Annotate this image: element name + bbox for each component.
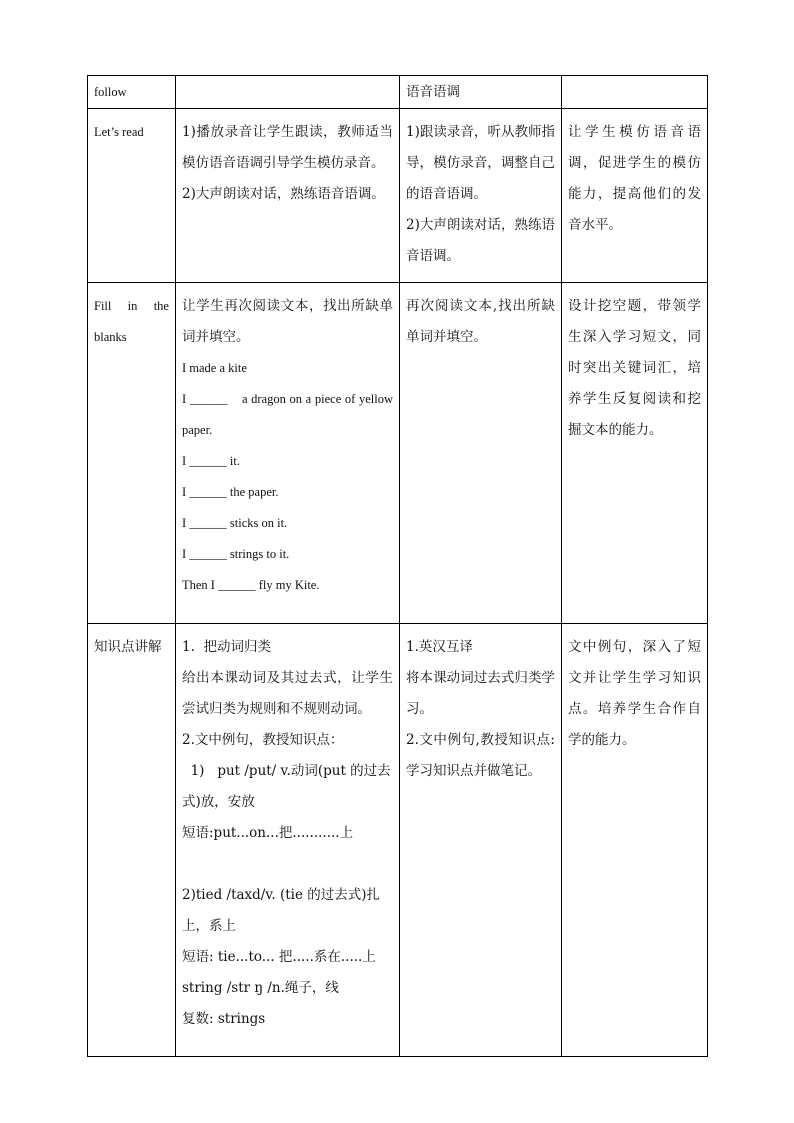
exercise-line: I ______ the paper.: [182, 485, 279, 499]
exercise-line: I made a kite: [182, 361, 247, 375]
student-cell: [400, 624, 562, 1057]
stage-label: Let’s read: [94, 125, 144, 139]
table-row: [88, 109, 708, 283]
stage-word: the: [153, 299, 169, 313]
student-text: 1)跟读录音，听从教师指导，模仿录音，调整自己的语音语调。: [406, 124, 555, 202]
stage-cell: [88, 76, 176, 109]
student-text: 将本课动词过去式归类学习。: [406, 670, 555, 717]
stage-word: in: [127, 299, 138, 313]
teacher-cell: [176, 109, 400, 283]
table-row: [88, 76, 708, 109]
student-text: 再次阅读文本,找出所缺单词并填空。: [406, 298, 555, 345]
teacher-text: 1)播放录音让学生跟读，教师适当模仿语音语调引导学生模仿录音。: [182, 124, 393, 171]
stage-label: follow: [94, 85, 127, 99]
exercise-line: I ______ a dragon on a piece of yellow paper.: [182, 392, 397, 437]
purpose-cell: [562, 624, 708, 1057]
teacher-text: 2)大声朗读对话，熟练语音语调。: [182, 186, 385, 202]
purpose-cell: [562, 109, 708, 283]
exercise-line: Then I ______ fly my Kite.: [182, 578, 320, 592]
stage-cell: [88, 283, 176, 624]
stage-cell: [88, 109, 176, 283]
student-text: 2.文中例句,教授知识点:学习知识点并做笔记。: [406, 732, 555, 779]
student-cell: [400, 283, 562, 624]
exercise-line: I ______ strings to it.: [182, 547, 290, 561]
stage-cell: [88, 624, 176, 1057]
lesson-plan-table: [87, 75, 708, 1057]
exercise-line: I ______ sticks on it.: [182, 516, 288, 530]
teacher-text: string /str ŋ /n.绳子，线: [182, 980, 339, 996]
purpose-cell: [562, 76, 708, 109]
teacher-text: 给出本课动词及其过去式，让学生尝试归类为规则和不规则动词。: [182, 670, 393, 717]
purpose-text: 让学生模仿语音语调，促进学生的模仿能力，提高他们的发音水平。: [568, 124, 701, 233]
purpose-cell: [562, 283, 708, 624]
teacher-text: 复数: strings: [182, 1011, 266, 1027]
student-text: 2)大声朗读对话，熟练语音语调。: [406, 217, 555, 264]
stage-label-line: [94, 291, 169, 322]
teacher-cell: [176, 283, 400, 624]
teacher-text: 1. 把动词归类: [182, 639, 271, 655]
table-row: [88, 624, 708, 1057]
teacher-cell: [176, 624, 400, 1057]
purpose-text: 设计挖空题，带领学生深入学习短文，同时突出关键词汇，培养学生反复阅读和挖掘文本的能力。: [568, 298, 701, 438]
stage-word: Fill: [94, 299, 112, 313]
teacher-text: 短语:put...on...把...........上: [182, 825, 354, 841]
spacer: [182, 849, 393, 880]
exercise-line: I ______ it.: [182, 454, 240, 468]
student-cell: [400, 109, 562, 283]
stage-word: blanks: [94, 330, 127, 344]
student-cell: [400, 76, 562, 109]
teacher-text: 短语: tie...to... 把.....系在.....上: [182, 949, 376, 965]
student-text: 1.英汉互译: [406, 639, 473, 655]
teacher-text: 2.文中例句，教授知识点：: [182, 732, 344, 748]
teacher-text: 让学生再次阅读文本，找出所缺单词并填空。: [182, 298, 393, 345]
teacher-cell: [176, 76, 400, 109]
teacher-text: 2)tied /taxd/v. (tie 的过去式)扎上，系上: [182, 887, 381, 934]
student-text: 语音语调: [406, 84, 460, 100]
table-row: [88, 283, 708, 624]
stage-label: 知识点讲解: [94, 639, 162, 655]
purpose-text: 文中例句，深入了短文并让学生学习知识点。培养学生合作自学的能力。: [568, 639, 701, 748]
teacher-text: 1) put /put/ v.动词(put 的过去式)放，安放: [182, 763, 391, 810]
